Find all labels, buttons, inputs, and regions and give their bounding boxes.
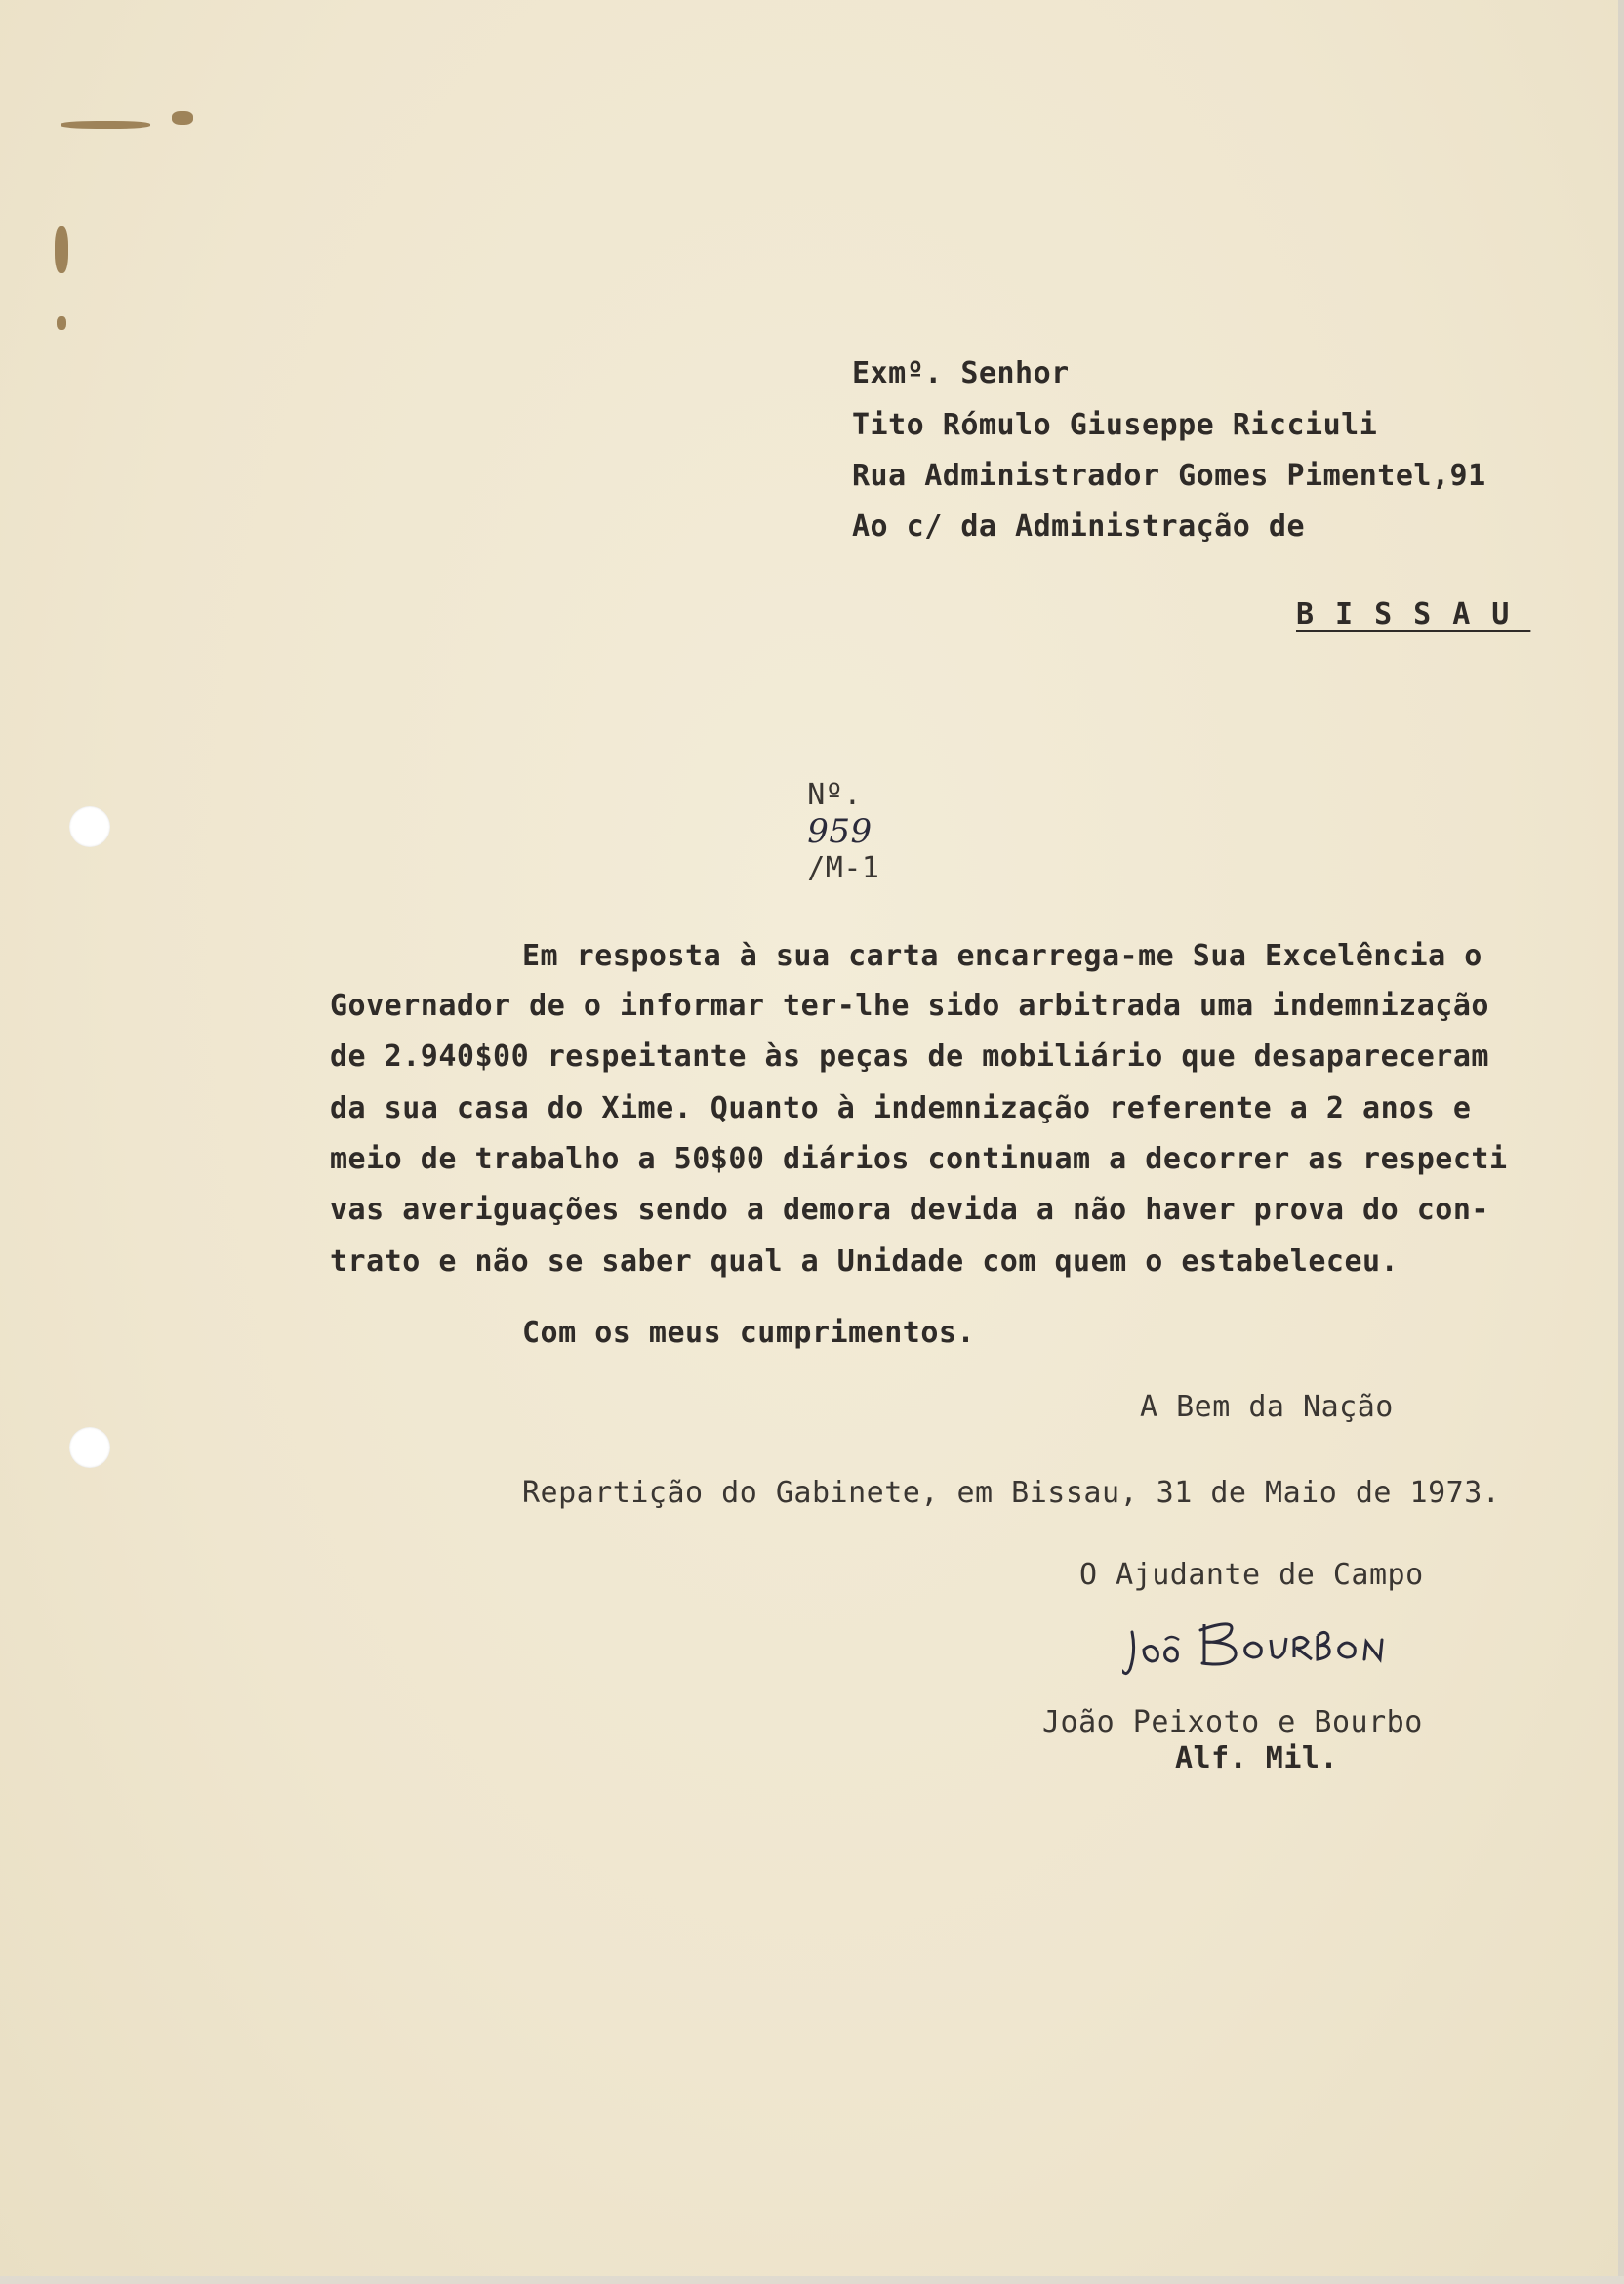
signatory-rank: Alf. Mil. <box>1175 1741 1339 1775</box>
reference-prefix: Nº. <box>807 778 862 812</box>
body-line-7: trato e não se saber qual a Unidade com quem o estabeleceu. <box>330 1244 1400 1279</box>
body-line-2: Governador de o informar ter-lhe sido arbitrada uma indemnização <box>330 989 1489 1023</box>
recipient-city: BISSAU <box>1296 597 1531 632</box>
recipient-salutation: Exmº. Senhor <box>852 356 1070 390</box>
body-line-5: meio de trabalho a 50$00 diários continuam a decorrer as respecti <box>330 1142 1508 1176</box>
staple-stain-dot <box>172 111 193 125</box>
body-line-3: de 2.940$00 respeitante às peças de mobiliário que desapareceram <box>330 1040 1489 1074</box>
recipient-care-of: Ao c/ da Administração de <box>852 510 1306 544</box>
reference-suffix: /M-1 <box>807 851 880 885</box>
reference-handwritten-number: 959 <box>807 812 873 851</box>
signatory-name: João Peixoto e Bourbo <box>1042 1705 1423 1739</box>
recipient-name: Tito Rómulo Giuseppe Ricciuli <box>852 408 1378 442</box>
signature <box>1122 1612 1396 1681</box>
page-edge-bottom <box>0 2276 1624 2284</box>
punch-hole-bottom <box>69 1427 110 1468</box>
staple-stain-top <box>61 121 150 129</box>
rust-stain-left-small <box>57 316 66 330</box>
motto: A Bem da Nação <box>1140 1390 1394 1424</box>
place-and-date: Repartição do Gabinete, em Bissau, 31 de Maio de 1973. <box>522 1476 1501 1510</box>
body-line-1: Em resposta à sua carta encarrega-me Sua Excelência o <box>522 939 1482 973</box>
body-line-6: vas averiguações sendo a demora devida a não haver prova do con- <box>330 1193 1489 1227</box>
punch-hole-top <box>69 806 110 847</box>
closing-greeting: Com os meus cumprimentos. <box>522 1316 976 1350</box>
body-line-4: da sua casa do Xime. Quanto à indemnização referente a 2 anos e <box>330 1091 1472 1125</box>
recipient-street: Rua Administrador Gomes Pimentel,91 <box>852 459 1486 493</box>
reference-number <box>735 744 880 919</box>
page-edge-right <box>1618 0 1624 2284</box>
signatory-role: O Ajudante de Campo <box>1079 1558 1424 1592</box>
rust-stain-left <box>55 226 68 273</box>
signature-icon <box>1122 1612 1396 1681</box>
